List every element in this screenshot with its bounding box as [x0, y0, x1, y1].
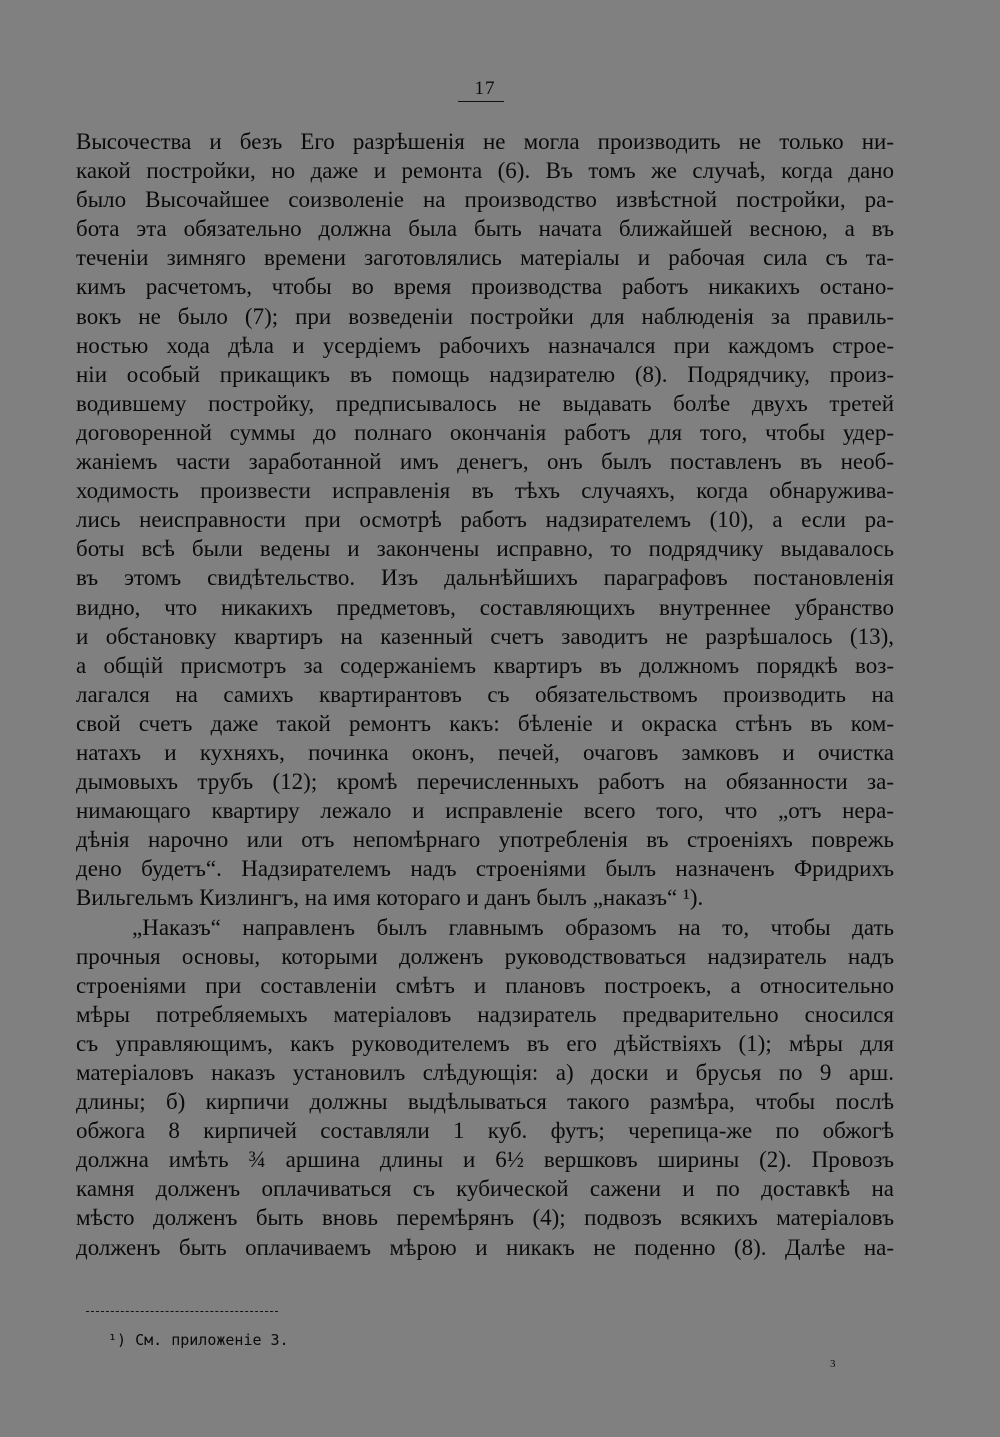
- text-line: ходимость произвести исправленія въ тѣхъ случаяхъ, когда обнаружива-: [76, 478, 894, 504]
- text-line: жаніемъ части заработанной имъ денегъ, онъ былъ поставленъ въ необ-: [76, 449, 894, 475]
- text-line: мѣсто долженъ быть вновь перемѣрянъ (4); подвозъ всякихъ матеріаловъ: [76, 1205, 894, 1231]
- text-line: мѣры потребляемыхъ матеріаловъ надзиратель предварительно сносился: [76, 1001, 894, 1027]
- footnote: ¹) См. приложеніе 3.: [108, 1331, 289, 1349]
- text-line: договоренной суммы до полнаго окончанія работъ для того, чтобы удер-: [76, 419, 894, 445]
- page-number-rule: [458, 101, 504, 102]
- text-line: „Наказъ“ направленъ былъ главнымъ образомъ на то, чтобы дать: [132, 914, 894, 940]
- text-line: долженъ быть оплачиваемъ мѣрою и никакъ не поденно (8). Далѣе на-: [76, 1234, 894, 1260]
- text-line: Высочества и безъ Его разрѣшенія не могла производить не только ни-: [76, 129, 894, 154]
- page-number: 17: [474, 78, 496, 99]
- text-line: лагался на самихъ квартирантовъ съ обязательствомъ производить на: [76, 681, 894, 707]
- text-line: свой счетъ даже такой ремонтъ какъ: бѣленіе и окраска стѣнъ въ ком-: [76, 710, 894, 736]
- text-line: дымовыхъ трубъ (12); кромѣ перечисленныхъ работъ на обязанности за-: [76, 769, 894, 795]
- text-line: въ этомъ свидѣтельство. Изъ дальнѣйшихъ параграфовъ постановленія: [76, 565, 894, 591]
- text-line: кимъ расчетомъ, чтобы во время производства работъ никакихъ остано-: [76, 274, 894, 300]
- text-line: строеніями при составленіи смѣтъ и плановъ построекъ, а относительно: [76, 972, 894, 998]
- text-line: и обстановку квартиръ на казенный счетъ заводитъ не разрѣшалось (13),: [76, 623, 894, 649]
- text-line: прочныя основы, которыми долженъ руководствоваться надзиратель надъ: [76, 943, 894, 969]
- body-text: [76, 127, 894, 1262]
- text-line: было Высочайшее соизволеніе на производство извѣстной постройки, ра-: [76, 187, 894, 213]
- text-line: съ управляющимъ, какъ руководителемъ въ его дѣйствіяхъ (1); мѣры для: [76, 1030, 894, 1056]
- text-line: обжога 8 кирпичей составляли 1 куб. футъ; черепица-же по обжогѣ: [76, 1118, 894, 1144]
- text-line: должна имѣть ¾ аршина длины и 6½ вершковъ ширины (2). Провозъ: [76, 1147, 894, 1173]
- text-line: длины; б) кирпичи должны выдѣлываться такого размѣра, чтобы послѣ: [76, 1089, 894, 1115]
- text-line: а общій присмотръ за содержаніемъ квартиръ въ должномъ порядкѣ воз-: [76, 652, 894, 678]
- text-line: какой постройки, но даже и ремонта (6). Въ томъ же случаѣ, когда дано: [76, 158, 894, 184]
- text-line: ностью хода дѣла и усердіемъ рабочихъ назначался при каждомъ строе-: [76, 332, 894, 358]
- text-line: матеріаловъ наказъ установилъ слѣдующія: а) доски и брусья по 9 арш.: [76, 1060, 894, 1085]
- text-line: натахъ и кухняхъ, починка оконъ, печей, очаговъ замковъ и очистка: [76, 739, 894, 765]
- text-line: дено будетъ“. Надзирателемъ надъ строеніями былъ назначенъ Фридрихъ: [76, 856, 894, 882]
- text-line: камня долженъ оплачиваться съ кубической сажени и по доставкѣ на: [76, 1176, 894, 1202]
- text-line: вокъ не было (7); при возведеніи постройки для наблюденія за правиль-: [76, 303, 894, 329]
- text-line: дѣнія нарочно или отъ непомѣрнаго употребленія въ строеніяхъ поврежь: [76, 827, 894, 853]
- text-line: лись неисправности при осмотрѣ работъ надзирателемъ (10), а если ра-: [76, 507, 894, 533]
- text-line: теченіи зимняго времени заготовлялись матеріалы и рабочая сила съ та-: [76, 245, 894, 271]
- text-line: ніи особый прикащикъ въ помощь надзирателю (8). Подрядчику, произ-: [76, 361, 894, 387]
- footnote-rule: [86, 1311, 278, 1313]
- text-line: боты всѣ были ведены и закончены исправно, то подрядчику выдавалось: [76, 536, 894, 562]
- text-line: водившему постройку, предписывалось не выдавать болѣе двухъ третей: [76, 390, 894, 416]
- text-line: бота эта обязательно должна была быть начата ближайшей весною, а въ: [76, 216, 894, 242]
- text-line: видно, что никакихъ предметовъ, составляющихъ внутреннее убранство: [76, 594, 894, 620]
- text-line: нимающаго квартиру лежало и исправленіе всего того, что „отъ нера-: [76, 798, 894, 824]
- text-line: Вильгельмъ Кизлингъ, на имя котораго и данъ былъ „наказъ“ ¹).: [76, 885, 704, 911]
- signature-mark: 3: [830, 1358, 836, 1370]
